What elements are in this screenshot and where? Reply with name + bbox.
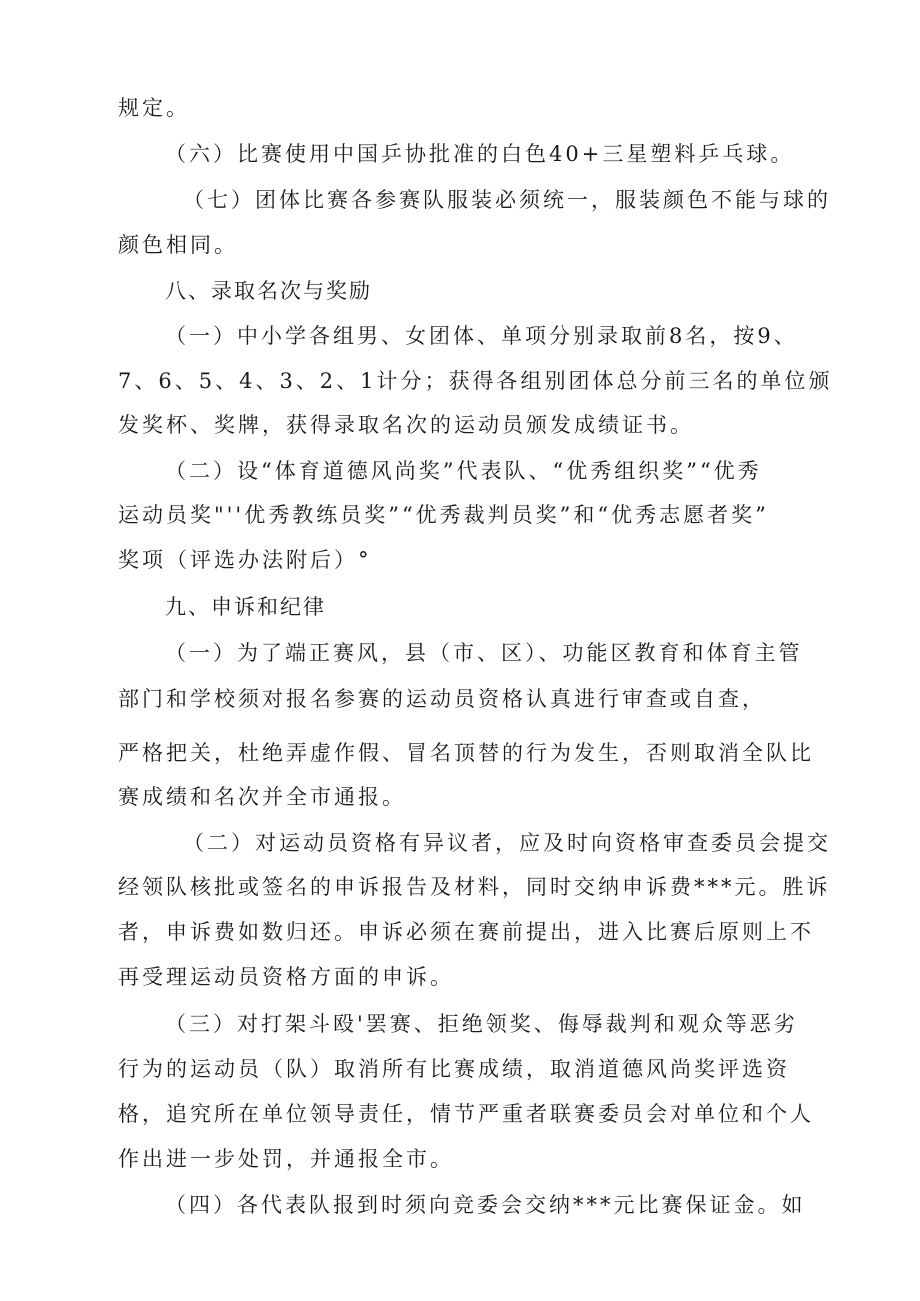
- text-line: （一）为了端正赛风，县（市、区）、功能区教育和体育主管: [165, 641, 803, 665]
- text-line: 再受理运动员资格方面的申诉。: [118, 965, 454, 989]
- text-line: （四）各代表队报到时须向竞委会交纳***元比赛保证金。如: [165, 1193, 806, 1217]
- text-line: （六）比赛使用中国乒协批准的白色40+三星塑料乒乓球。: [165, 142, 795, 166]
- text-line: 严格把关，杜绝弄虚作假、冒名顶替的行为发生，否则取消全队比: [118, 741, 814, 765]
- text-line: 颜色相同。: [118, 233, 238, 257]
- text-line: （三）对打架斗殴'罢赛、拒绝领奖、侮辱裁判和观众等恶劣: [165, 1012, 798, 1036]
- text-line: （二）对运动员资格有异议者，应及时向资格审查委员会提交: [183, 831, 831, 855]
- text-line: （一）中小学各组男、女团体、单项分别录取前8名，按9、: [165, 324, 798, 348]
- text-line: （二）设“体育道德风尚奖”代表队、“优秀组织奖”“优秀: [165, 459, 762, 483]
- text-line: 发奖杯、奖牌，获得录取名次的运动员颁发成绩证书。: [118, 413, 694, 437]
- text-line: 经领队核批或签名的申诉报告及材料，同时交纳申诉费***元。胜诉: [118, 875, 831, 899]
- section-heading: 九、申诉和纪律: [165, 595, 326, 619]
- section-heading: 八、录取名次与奖励: [165, 279, 372, 303]
- text-line: 奖项（评选办法附后）°: [118, 548, 372, 572]
- text-line: 赛成绩和名次并全市通报。: [118, 785, 406, 809]
- text-line: 作出进一步处罚，并通报全市。: [118, 1147, 454, 1171]
- text-line: 行为的运动员（队）取消所有比赛成绩，取消道德风尚奖评选资: [118, 1057, 790, 1081]
- text-line: 者，申诉费如数归还。申诉必须在赛前提出，进入比赛后原则上不: [118, 920, 814, 944]
- text-line: 7、6、5、4、3、2、1计分；获得各组别团体总分前三名的单位颁: [118, 369, 833, 393]
- text-line: （七）团体比赛各参赛队服装必须统一，服装颜色不能与球的: [183, 188, 831, 212]
- text-line: 规定。: [118, 96, 190, 120]
- text-line: 格，追究所在单位领导责任，情节严重者联赛委员会对单位和个人: [118, 1102, 814, 1126]
- text-line: 部门和学校须对报名参赛的运动员资格认真进行审查或自查，: [118, 687, 766, 711]
- text-line: 运动员奖"''优秀教练员奖”“优秀裁判员奖”和“优秀志愿者奖”: [118, 503, 769, 527]
